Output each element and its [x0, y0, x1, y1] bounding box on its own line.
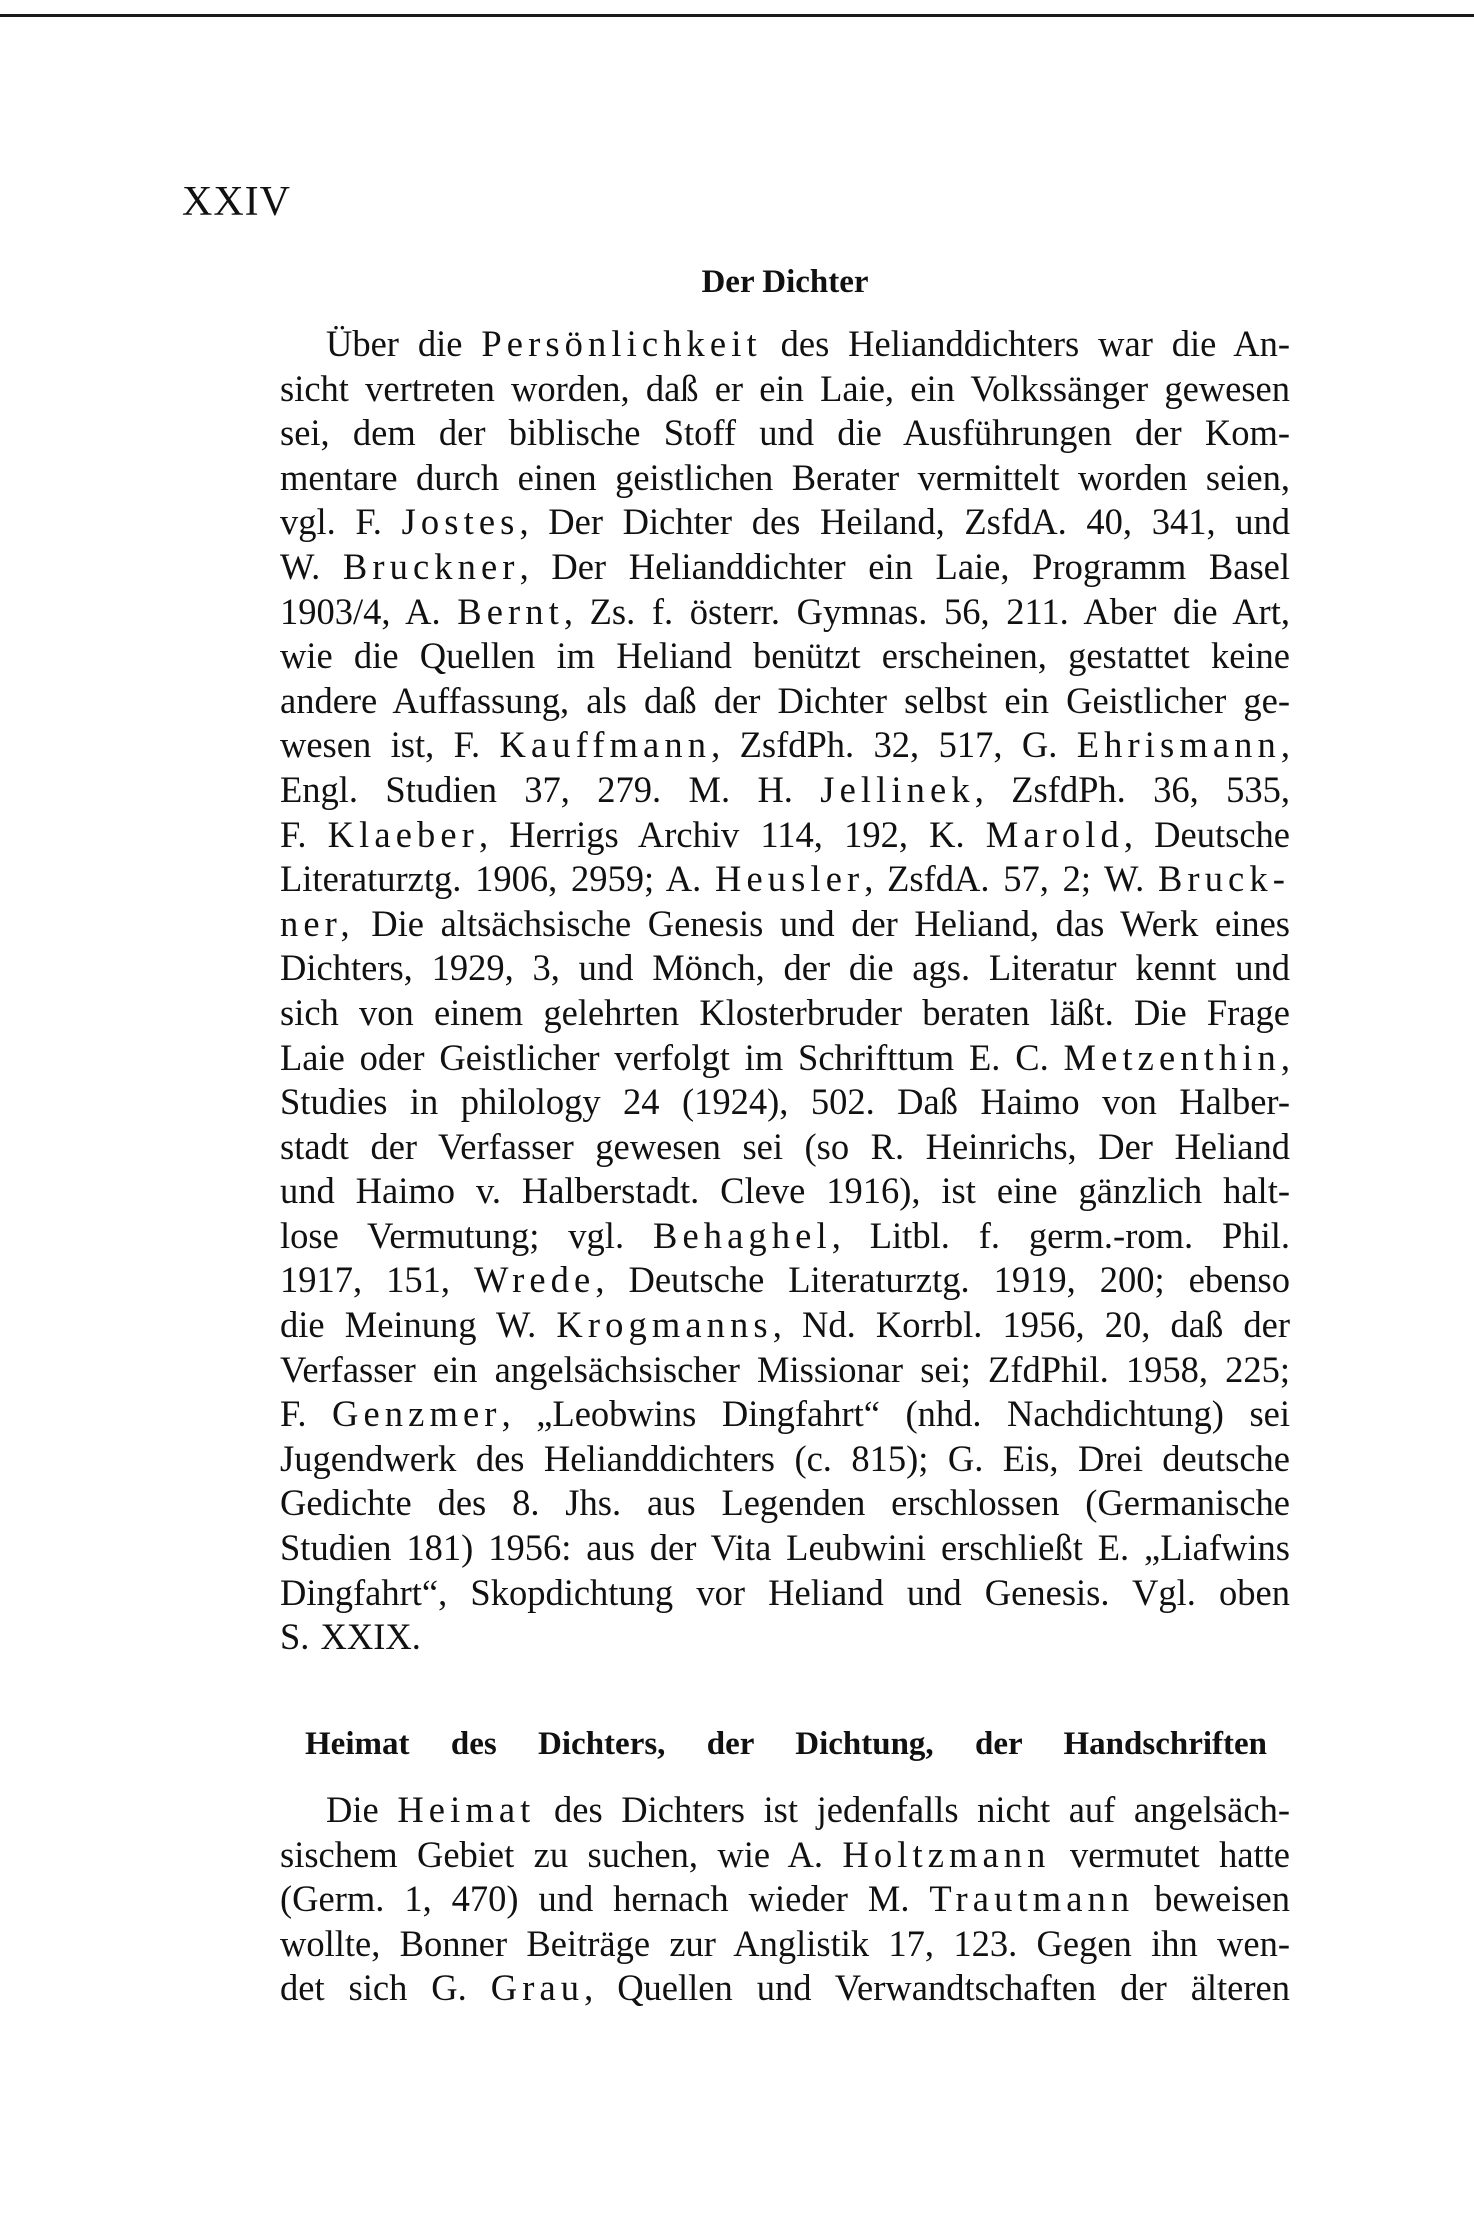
text-line: Engl. Studien 37, 279. M. H. Jellinek, ZsfdPh. 36, 535,	[280, 768, 1290, 810]
text-line: die Meinung W. Krogmanns, Nd. Korrbl. 1956, 20, daß der	[280, 1304, 1291, 1346]
text-line: Über die Persönlichkeit des Helianddichters war die An-	[326, 323, 1291, 364]
text-line: Studies in philology 24 (1924), 502. Daß Haimo von Halber-	[280, 1081, 1290, 1123]
text-line: sicht vertreten worden, daß er ein Laie, ein Volkssänger gewesen	[280, 367, 1290, 409]
text-line: det sich G. Grau, Quellen und Verwandtschaften der älteren	[280, 1967, 1290, 2009]
text-line: Dichters, 1929, 3, und Mönch, der die ags. Literatur kennt und	[280, 947, 1290, 989]
paragraph-der-dichter	[280, 322, 1290, 1660]
text-line: F. Klaeber, Herrigs Archiv 114, 192, K. Marold, Deutsche	[280, 813, 1290, 855]
text-line: stadt der Verfasser gewesen sei (so R. Heinrichs, Der Heliand	[280, 1125, 1290, 1167]
text-line: wollte, Bonner Beiträge zur Anglistik 17, 123. Gegen ihn wen-	[280, 1922, 1290, 1964]
text-line: 1917, 151, Wrede, Deutsche Literaturztg. 1919, 200; ebenso	[280, 1259, 1290, 1301]
text-line: Literaturztg. 1906, 2959; A. Heusler, ZsfdA. 57, 2; W. Bruck-	[280, 858, 1290, 900]
text-line: Dingfahrt“, Skopdichtung vor Heliand und Genesis. Vgl. oben	[280, 1571, 1290, 1613]
text-line: Jugendwerk des Helianddichters (c. 815); G. Eis, Drei deutsche	[280, 1437, 1290, 1479]
text-line: S. XXIX.	[280, 1616, 421, 1658]
text-line: andere Auffassung, als daß der Dichter selbst ein Geistlicher ge-	[280, 679, 1290, 721]
text-line: F. Genzmer, „Leobwins Dingfahrt“ (nhd. Nachdichtung) sei	[280, 1393, 1290, 1435]
text-line: Studien 181) 1956: aus der Vita Leubwini erschließt E. „Liafwins	[280, 1527, 1290, 1569]
text-line: lose Vermutung; vgl. Behaghel, Litbl. f. germ.-rom. Phil.	[280, 1214, 1290, 1256]
section-heading-heimat: Heimat des Dichters, der Dichtung, der Handschriften	[305, 1726, 1267, 1762]
text-line: sischem Gebiet zu suchen, wie A. Holtzmann vermutet hatte	[280, 1833, 1290, 1875]
text-line: wesen ist, F. Kauffmann, ZsfdPh. 32, 517, G. Ehrismann,	[280, 724, 1290, 766]
text-line: Gedichte des 8. Jhs. aus Legenden erschlossen (Germanische	[280, 1482, 1290, 1524]
page-number: XXIV	[182, 179, 291, 225]
text-line: und Haimo v. Halberstadt. Cleve 1916), ist eine gänzlich halt-	[280, 1170, 1290, 1212]
text-line: Die Heimat des Dichters ist jedenfalls nicht auf angelsäch-	[326, 1789, 1290, 1830]
text-line: (Germ. 1, 470) und hernach wieder M. Trautmann beweisen	[280, 1878, 1290, 1920]
text-line: 1903/4, A. Bernt, Zs. f. österr. Gymnas. 56, 211. Aber die Art,	[280, 590, 1290, 632]
text-line: ner, Die altsächsische Genesis und der Heliand, das Werk eines	[280, 902, 1290, 944]
text-line: wie die Quellen im Heliand benützt erscheinen, gestattet keine	[280, 635, 1290, 677]
text-line: vgl. F. Jostes, Der Dichter des Heiland, ZsfdA. 40, 341, und	[280, 501, 1290, 543]
section-heading-der-dichter: Der Dichter	[701, 264, 869, 300]
text-line: mentare durch einen geistlichen Berater vermittelt worden seien,	[280, 456, 1290, 498]
text-line: sei, dem der biblische Stoff und die Ausführungen der Kom-	[280, 412, 1290, 454]
text-line: Laie oder Geistlicher verfolgt im Schrifttum E. C. Metzenthin,	[280, 1036, 1290, 1078]
paragraph-heimat	[280, 1788, 1290, 2011]
text-line: W. Bruckner, Der Helianddichter ein Laie, Programm Basel	[280, 545, 1290, 587]
text-line: Verfasser ein angelsächsischer Missionar sei; ZfdPhil. 1958, 225;	[280, 1348, 1290, 1390]
text-line: sich von einem gelehrten Klosterbruder beraten läßt. Die Frage	[280, 991, 1290, 1033]
top-rule	[0, 14, 1474, 17]
